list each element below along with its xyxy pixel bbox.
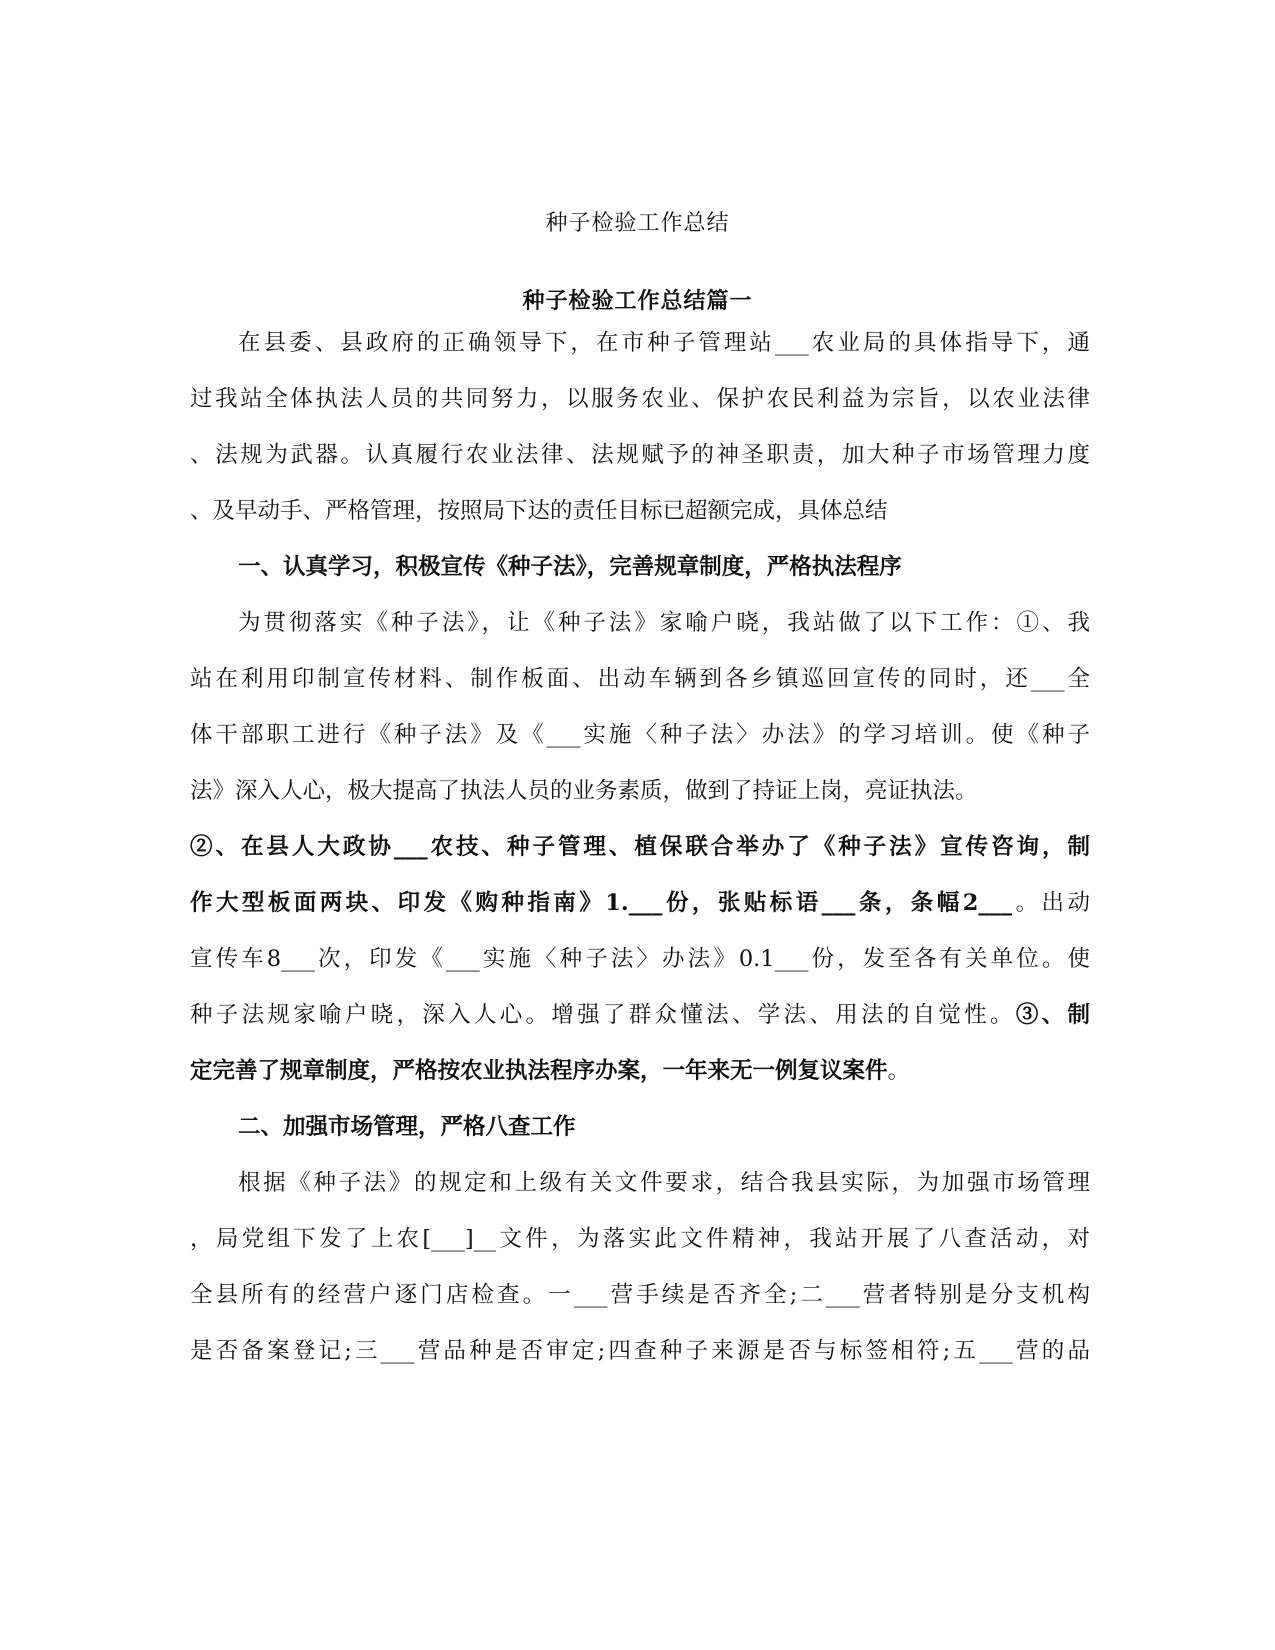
paragraph-line: ，局党组下发了上农[___]__文件，为落实此文件精神，我站开展了八查活动，对 — [190, 1226, 1090, 1252]
paragraph-line: 过我站全体执法人员的共同努力，以服务农业、保护农民利益为宗旨，以农业法律 — [190, 386, 1090, 412]
heading-one: 一、认真学习，积极宣传《种子法》，完善规章制度，严格执法程序 — [238, 554, 902, 580]
paragraph-line: 根据《种子法》的规定和上级有关文件要求，结合我县实际，为加强市场管理 — [238, 1170, 1090, 1196]
paragraph-line: 体干部职工进行《种子法》及《___实施〈种子法〉办法》的学习培训。使《种子 — [190, 722, 1090, 748]
paragraph-line: 、法规为武器。认真履行农业法律、法规赋予的神圣职责，加大种子市场管理力度 — [190, 442, 1090, 468]
paragraph-line: 站在利用印制宣传材料、制作板面、出动车辆到各乡镇巡回宣传的同时，还___全 — [190, 666, 1090, 692]
document-title: 种子检验工作总结 — [545, 211, 730, 236]
paragraph-line: 在县委、县政府的正确领导下，在市种子管理站___农业局的具体指导下，通 — [238, 330, 1090, 356]
normal-text: 。出动 — [1012, 890, 1090, 916]
paragraph-line: 为贯彻落实《种子法》，让《种子法》家喻户晓，我站做了以下工作：①、我 — [238, 610, 1090, 636]
paragraph-line: 法》深入人心，极大提高了执法人员的业务素质，做到了持证上岗，亮证执法。 — [190, 778, 978, 804]
bold-text: 定完善了规章制度，严格按农业执法程序办案，一年来无一例复议案件 — [190, 1058, 888, 1084]
normal-text: 。 — [887, 1058, 911, 1084]
paragraph-line-bold: ②、在县人大政协___农技、种子管理、植保联合举办了《种子法》宣传咨询，制 — [190, 834, 1090, 860]
paragraph-line: 全县所有的经营户逐门店检查。一___营手续是否齐全;二___营者特别是分支机构 — [190, 1282, 1090, 1308]
bold-text: ③、制 — [1015, 1002, 1090, 1028]
paragraph-line-mixed — [190, 1000, 1090, 1030]
paragraph-line: 、及早动手、严格管理，按照局下达的责任目标已超额完成，具体总结 — [190, 498, 888, 524]
section-title: 种子检验工作总结篇一 — [522, 288, 753, 314]
paragraph-line: 是否备案登记;三___营品种是否审定;四查种子来源是否与标签相符;五___营的品 — [190, 1338, 1090, 1364]
paragraph-line-mixed — [190, 888, 1090, 918]
paragraph-line-mixed — [190, 1056, 1090, 1086]
normal-text: 种子法规家喻户晓，深入人心。增强了群众懂法、学法、用法的自觉性。 — [190, 1002, 1016, 1028]
bold-text: 作大型板面两块、印发《购种指南》1.___份，张贴标语___条，条幅2___ — [190, 890, 1013, 916]
paragraph-line: 宣传车8___次，印发《___实施〈种子法〉办法》0.1___份，发至各有关单位。使 — [190, 946, 1090, 972]
heading-two: 二、加强市场管理，严格八查工作 — [238, 1114, 576, 1140]
